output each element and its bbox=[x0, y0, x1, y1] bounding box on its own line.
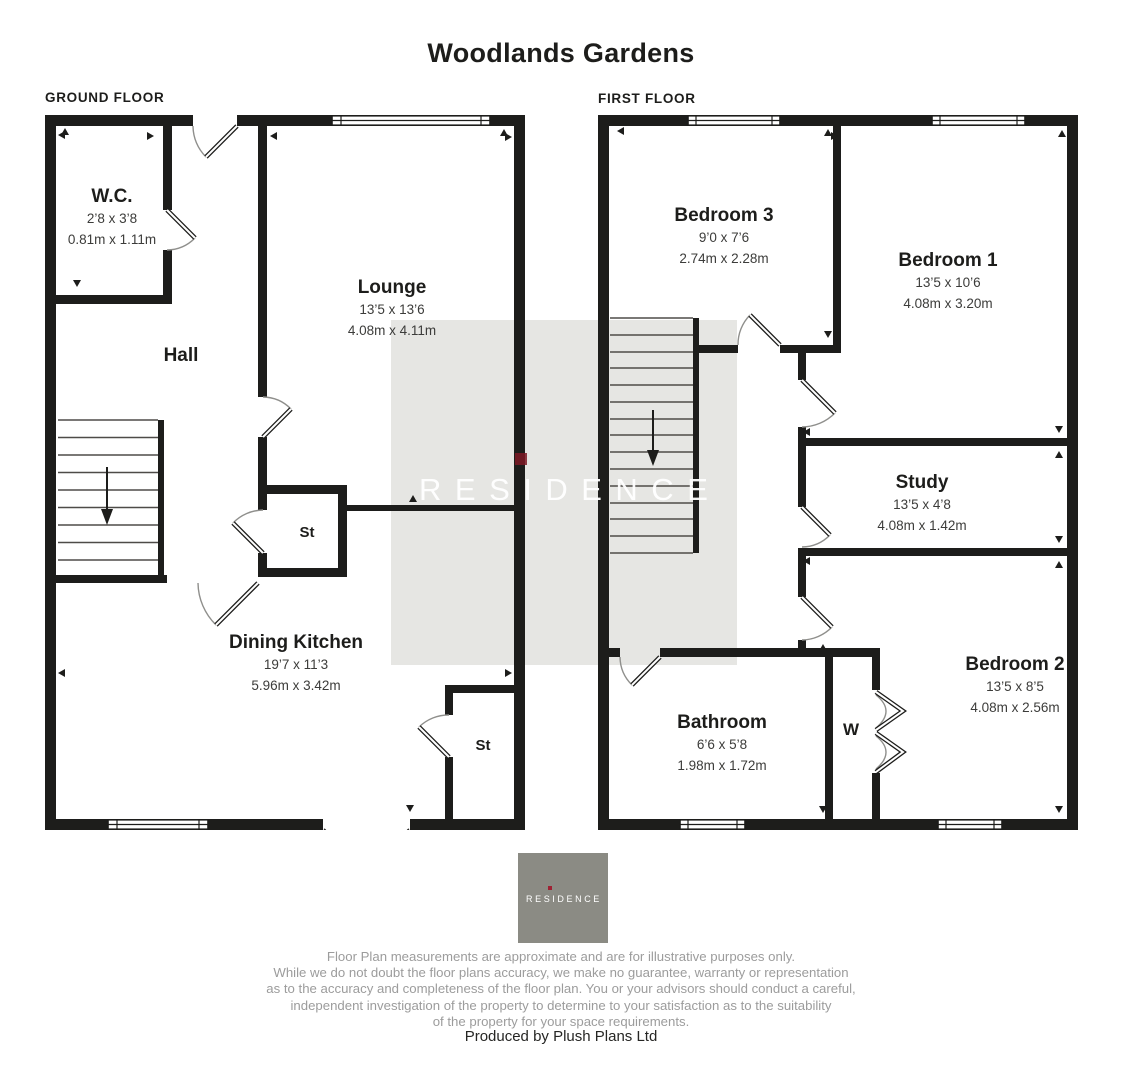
room-label-store2 bbox=[476, 737, 491, 754]
lounge-door bbox=[263, 397, 291, 437]
room-dims-m: 4.08m x 4.11m bbox=[347, 323, 437, 339]
store2-door bbox=[419, 715, 449, 757]
room-label-bedroom2 bbox=[965, 654, 1064, 719]
ground-floor-label: GROUND FLOOR bbox=[45, 90, 165, 105]
window bbox=[680, 820, 745, 829]
room-dims-ft: 19’7 x 11’3 bbox=[263, 656, 329, 672]
room-name: St bbox=[299, 524, 315, 541]
room-name: Bedroom 3 bbox=[674, 205, 774, 226]
room-label-bathroom bbox=[677, 712, 767, 777]
residence-logo bbox=[518, 853, 608, 943]
room-dims-ft: 2’8 x 3’8 bbox=[86, 210, 138, 226]
window bbox=[108, 820, 208, 829]
room-dims-ft: 13’5 x 10’6 bbox=[915, 274, 981, 290]
room-label-study bbox=[877, 472, 966, 537]
ground-doors bbox=[167, 126, 449, 830]
room-name: W.C. bbox=[91, 186, 133, 207]
room-dims-m: 4.08m x 1.42m bbox=[877, 518, 967, 534]
disclaimer-line: While we do not doubt the floor plans accuracy, we make no guarantee, warranty or representation bbox=[273, 965, 849, 981]
room-dims-ft: 9’0 x 7’6 bbox=[698, 229, 750, 245]
ground-windows bbox=[108, 116, 490, 829]
room-name: Bathroom bbox=[677, 712, 767, 733]
room-dims-ft: 13’5 x 13’6 bbox=[359, 301, 425, 317]
page-title: Woodlands Gardens bbox=[427, 38, 695, 68]
room-name: Bedroom 1 bbox=[898, 250, 998, 271]
watermark-text: RESIDENCE bbox=[419, 472, 722, 507]
room-name: Hall bbox=[163, 345, 199, 366]
room-name: Bedroom 2 bbox=[965, 654, 1065, 675]
wardrobe-bifold-doors bbox=[876, 692, 903, 772]
room-label-bedroom3 bbox=[674, 205, 773, 270]
room-dims-m: 4.08m x 3.20m bbox=[903, 296, 993, 312]
window bbox=[932, 116, 1025, 125]
wc-door bbox=[167, 210, 195, 250]
bedroom2-door bbox=[802, 597, 832, 640]
first-doors bbox=[620, 315, 903, 772]
disclaimer-line: independent investigation of the property to determine to your satisfaction as to the suitability bbox=[290, 997, 832, 1013]
room-dims-m: 1.98m x 1.72m bbox=[677, 758, 767, 774]
room-name: Lounge bbox=[357, 277, 427, 298]
store1-door bbox=[233, 510, 263, 553]
room-dims-m: 5.96m x 3.42m bbox=[251, 678, 341, 694]
room-dims-m: 4.08m x 2.56m bbox=[970, 700, 1060, 716]
disclaimer bbox=[0, 949, 1122, 1030]
window bbox=[938, 820, 1002, 829]
room-label-hall bbox=[164, 345, 199, 367]
room-name: Dining Kitchen bbox=[228, 632, 364, 653]
room-label-bedroom1 bbox=[898, 250, 997, 315]
kitchen-door bbox=[198, 583, 258, 625]
room-dims-ft: 13’5 x 8’5 bbox=[986, 678, 1044, 694]
disclaimer-line: of the property for your space requirements. bbox=[432, 1013, 690, 1029]
room-label-wardrobe bbox=[843, 720, 859, 740]
ground-stairs bbox=[58, 420, 158, 560]
room-label-lounge bbox=[348, 277, 436, 342]
disclaimer-line: as to the accuracy and completeness of the floor plan. You or your advisors should conduct a careful, bbox=[266, 981, 856, 997]
window bbox=[332, 116, 490, 125]
room-dims-m: 2.74m x 2.28m bbox=[679, 251, 769, 267]
room-label-dining-kitchen bbox=[229, 632, 363, 697]
room-label-wc bbox=[68, 186, 156, 251]
disclaimer-line: Floor Plan measurements are approximate and are for illustrative purposes only. bbox=[326, 949, 796, 964]
logo-dot-icon bbox=[548, 886, 552, 890]
room-dims-ft: 13’5 x 4’8 bbox=[893, 496, 951, 512]
room-name: St bbox=[475, 737, 491, 754]
room-label-store1 bbox=[300, 524, 315, 541]
first-stairs bbox=[610, 318, 693, 553]
stairs-down-arrow bbox=[101, 467, 113, 525]
bedroom3-door bbox=[738, 315, 780, 345]
first-floor-label: FIRST FLOOR bbox=[598, 91, 696, 106]
study-door bbox=[802, 507, 830, 547]
window bbox=[688, 116, 780, 125]
logo-text: RESIDENCE bbox=[526, 894, 602, 904]
bedroom1-door bbox=[802, 380, 835, 427]
room-name: W bbox=[842, 720, 860, 739]
room-dims-m: 0.81m x 1.11m bbox=[67, 232, 157, 248]
first-floor-plan bbox=[598, 115, 1078, 830]
produced-by: Produced by Plush Plans Ltd bbox=[464, 1028, 658, 1045]
room-name: Study bbox=[895, 472, 949, 493]
bathroom-door bbox=[620, 657, 660, 685]
front-door bbox=[193, 126, 237, 157]
room-dims-ft: 6’6 x 5’8 bbox=[696, 736, 748, 752]
